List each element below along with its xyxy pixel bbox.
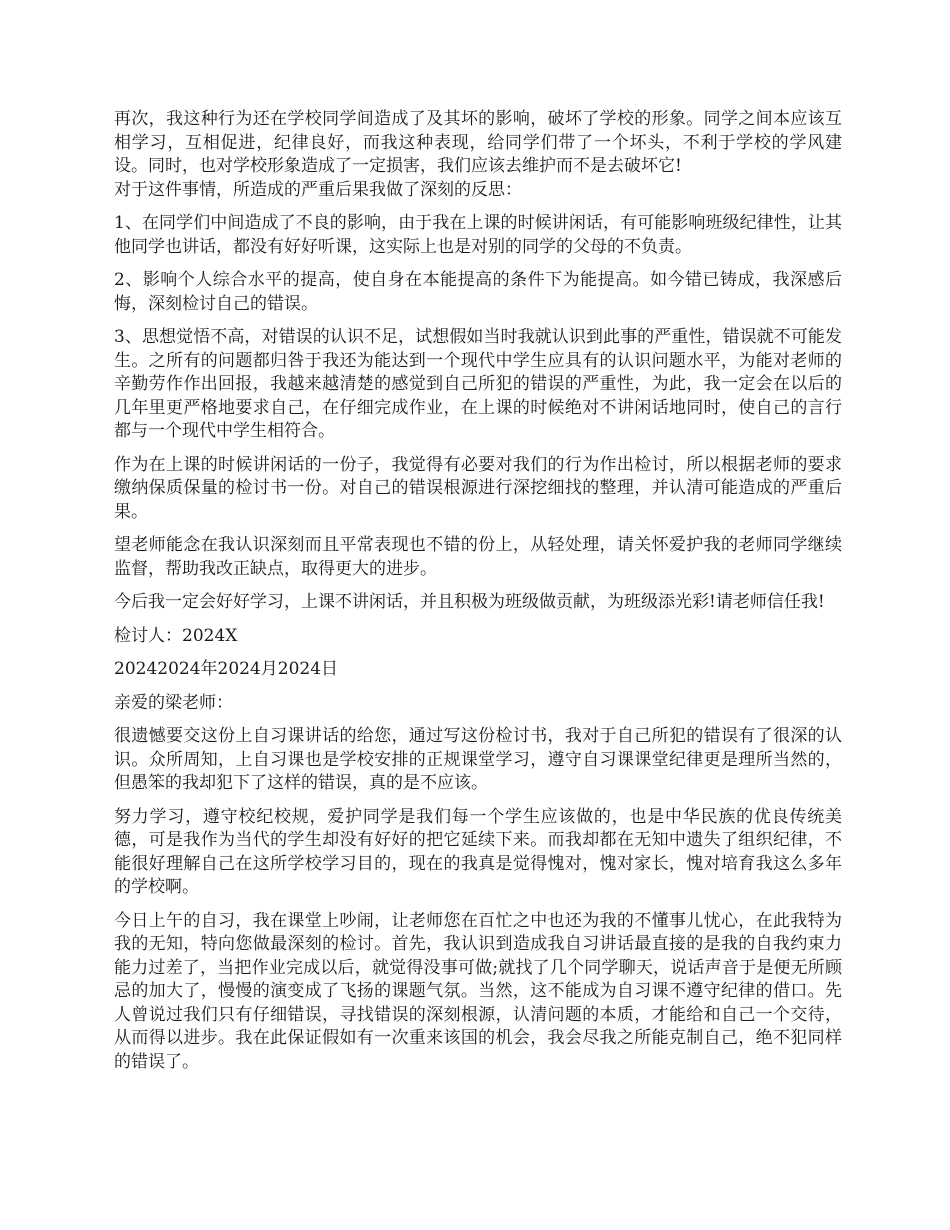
paragraph-impact: 再次，我这种行为还在学校同学间造成了及其坏的影响，破坏了学校的形象。同学之间本应该互相学习，互相促进，纪律良好，而我这种表现，给同学们带了一个坏头，不利于学校的学风建设。同时，也对学校形象造成了一定损害，我们应该去维护而不是去破坏它! 对于这件事情，所造成的严重后果我做了深刻的反思： [114,109,842,200]
paragraph-point-2: 2、影响个人综合水平的提高，使自身在本能提高的条件下为能提高。如今错已铸成，我深感后悔，深刻检讨自己的错误。 [114,270,842,314]
paragraph-self-review: 作为在上课的时候讲闲话的一份子，我觉得有必要对我们的行为作出检讨，所以根据老师的要求缴纳保质保量的检讨书一份。对自己的错误根源进行深挖细找的整理，并认清可能造成的严重后果。 [114,454,842,522]
paragraph-point-1: 1、在同学们中间造成了不良的影响，由于我在上课的时候讲闲话，有可能影响班级纪律性，让其他同学也讲话，都没有好好听课，这实际上也是对别的同学的父母的不负责。 [114,213,842,257]
signature-line: 检讨人：2024X [114,625,238,646]
paragraph-promise: 今后我一定会好好学习，上课不讲闲话，并且积极为班级做贡献，为班级添光彩!请老师信任我! [114,592,825,612]
salutation: 亲爱的梁老师： [114,692,233,713]
date-line: 20242024年2024月2024日 [114,659,339,679]
document-body [114,108,842,1084]
paragraph-point-3: 3、思想觉悟不高，对错误的认识不足，试想假如当时我就认识到此事的严重性，错误就不可能发生。之所有的问题都归咎于我还为能达到一个现代中学生应具有的认识问题水平，为能对老师的辛勤劳作作出回报，我越来越清楚的感觉到自己所犯的错误的严重性，为此，我一定会在以后的几年里更严格地要求自己，在仔细完成作业，在上课的时候绝对不讲闲话地同时，使自己的言行都与一个现代中学生相符合。 [114,327,842,441]
paragraph-request-leniency: 望老师能念在我认识深刻而且平常表现也不错的份上，从轻处理，请关怀爱护我的老师同学继续监督，帮助我改正缺点，取得更大的进步。 [114,535,842,579]
paragraph-discipline: 努力学习，遵守校纪校规，爱护同学是我们每一个学生应该做的，也是中华民族的优良传统美德，可是我作为当代的学生却没有好好的把它延续下来。而我却都在无知中遗失了组织纪律，不能很好理解自己在这所学校学习目的，现在的我真是觉得愧对，愧对家长，愧对培育我这么多年的学校啊。 [114,806,842,897]
paragraph-reflection: 今日上午的自习，我在课堂上吵闹，让老师您在百忙之中也还为我的不懂事儿忧心，在此我特为我的无知，特向您做最深刻的检讨。首先，我认识到造成我自习讲话最直接的是我的自我约束力能力过差了，当把作业完成以后，就觉得没事可做;就找了几个同学聊天，说话声音于是便无所顾忌的加大了，慢慢的演变成了飞扬的课题气氛。当然，这不能成为自习课不遵守纪律的借口。先人曾说过我们只有仔细错误，寻找错误的深刻根源，认清问题的本质，才能给和自己一个交待，从而得以进步。我在此保证假如有一次重来该国的机会，我会尽我之所能克制自己，绝不犯同样的错误了。 [114,910,842,1072]
paragraph-apology: 很遗憾要交这份上自习课讲话的给您，通过写这份检讨书，我对于自己所犯的错误有了很深的认识。众所周知，上自习课也是学校安排的正规课堂学习，遵守自习课课堂纪律更是理所当然的，但愚笨的我却犯下了这样的错误，真的是不应该。 [114,726,842,793]
